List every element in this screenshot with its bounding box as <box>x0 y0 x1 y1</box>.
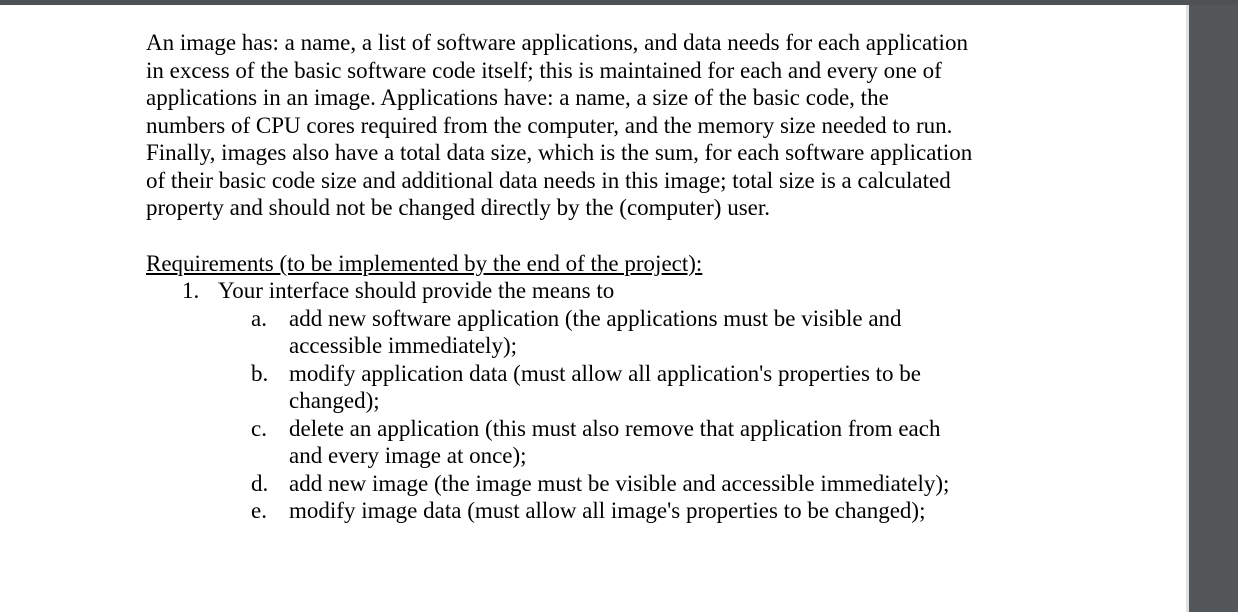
sub-item-line: changed); <box>289 388 380 413</box>
sub-item-line: modify application data (must allow all application's properties to be <box>289 360 922 386</box>
sub-item-line: modify image data (must allow all image's properties to be changed); <box>289 498 926 523</box>
intro-line: applications in an image. Applications have: a name, a size of the basic code, the <box>146 85 889 110</box>
document-page <box>0 5 1186 612</box>
sub-item-line: delete an application (this must also remove that application from each <box>289 415 941 441</box>
sub-item-d <box>251 470 1046 498</box>
intro-paragraph <box>146 29 1046 222</box>
sub-item-c <box>251 415 1046 470</box>
sub-item-b <box>251 360 1046 415</box>
page-content <box>146 29 1046 525</box>
numbered-item-1 <box>182 277 1046 305</box>
requirements-heading: Requirements (to be implemented by the end of the project): <box>146 250 703 276</box>
intro-line: of their basic code size and additional data needs in this image; total size is a calculated <box>146 167 951 193</box>
sub-item-marker: a. <box>251 305 267 331</box>
intro-line: An image has: a name, a list of software applications, and data needs for each application <box>146 30 968 55</box>
sub-item-line: add new image (the image must be visible and accessible immediately); <box>289 470 950 496</box>
sub-item-a <box>251 305 1046 360</box>
intro-line: in excess of the basic software code itself; this is maintained for each and every one of <box>146 57 942 83</box>
viewer-side-panel <box>1189 5 1238 612</box>
intro-line: property and should not be changed directly by the (computer) user. <box>146 195 771 220</box>
sub-item-marker: c. <box>251 415 267 441</box>
sub-item-e <box>251 497 1046 525</box>
intro-line: numbers of CPU cores required from the computer, and the memory size needed to run. <box>146 112 953 138</box>
sub-item-marker: e. <box>251 498 267 523</box>
sub-item-line: accessible immediately); <box>289 333 517 358</box>
sub-item-marker: b. <box>251 360 269 386</box>
paragraph-spacer <box>146 222 1046 250</box>
numbered-item-text: Your interface should provide the means to <box>218 278 615 303</box>
sub-item-line: and every image at once); <box>289 443 527 468</box>
intro-line: Finally, images also have a total data size, which is the sum, for each software application <box>146 140 973 165</box>
list-number-marker: 1. <box>182 278 200 303</box>
sub-list <box>251 305 1046 525</box>
sub-item-marker: d. <box>251 470 269 496</box>
sub-item-line: add new software application (the applications must be visible and <box>289 305 902 331</box>
